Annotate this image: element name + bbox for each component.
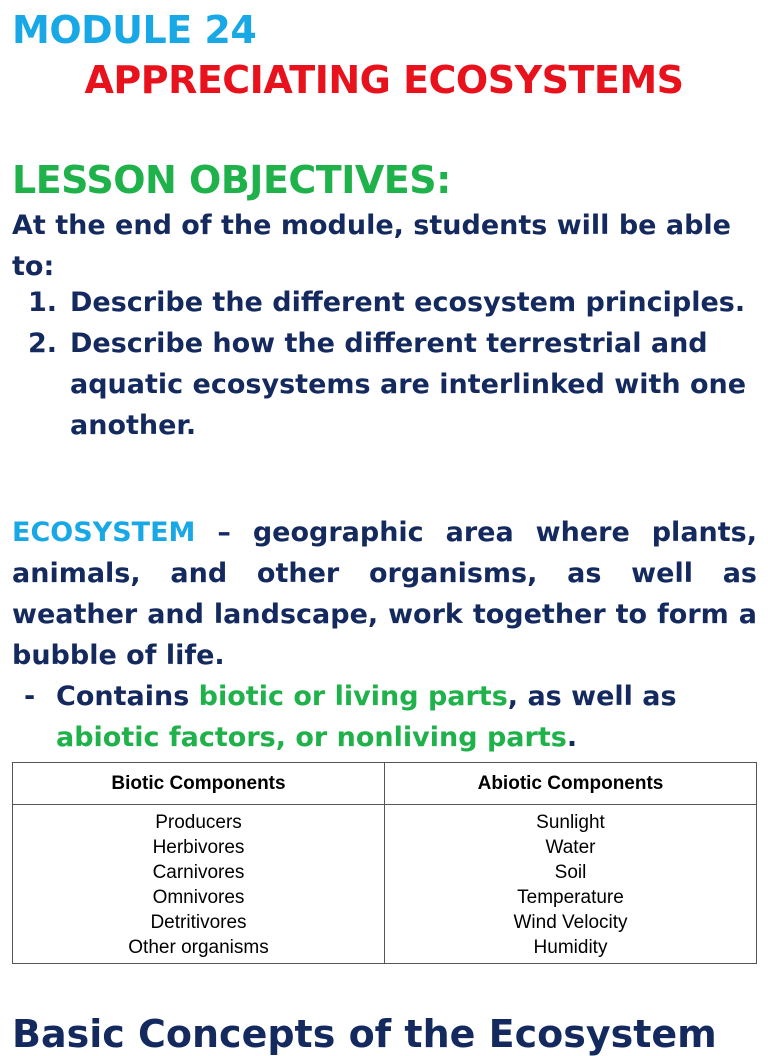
objective-item	[28, 323, 763, 446]
header-biotic: Biotic Components	[13, 763, 385, 805]
ecosystem-bullet	[24, 676, 764, 758]
next-section-heading: Basic Concepts of the Ecosystem	[12, 1012, 717, 1056]
ecosystem-term: ECOSYSTEM	[12, 517, 196, 548]
objective-text: Describe how the different terrestrial and aquatic ecosystems are interlinked with one another.	[70, 328, 747, 441]
abiotic-item: Soil	[554, 862, 587, 883]
biotic-item: Herbivores	[152, 837, 245, 858]
objective-number: 2.	[28, 328, 58, 359]
biotic-item: Producers	[155, 812, 242, 833]
bullet-text	[24, 676, 764, 758]
bullet-suffix: .	[566, 722, 578, 753]
module-title: APPRECIATING ECOSYSTEMS	[84, 58, 684, 102]
biotic-column	[13, 805, 385, 964]
objectives-list	[28, 282, 763, 446]
objective-number: 1.	[28, 287, 58, 318]
abiotic-item: Temperature	[517, 887, 624, 908]
abiotic-item: Humidity	[533, 937, 608, 958]
bullet-dash: -	[24, 681, 36, 712]
biotic-item: Omnivores	[152, 887, 245, 908]
abiotic-item: Water	[545, 837, 596, 858]
objective-text: Describe the different ecosystem principles.	[70, 287, 746, 318]
ecosystem-definition: – geographic area where plants, animals, and other organisms, as well as weather and landscape, work together to form a bubble of life.	[12, 517, 757, 671]
objective-item	[28, 282, 763, 323]
table-header-row	[13, 763, 757, 805]
table-row	[13, 805, 757, 964]
module-number: MODULE 24	[12, 8, 257, 52]
bullet-prefix: Contains	[56, 681, 199, 712]
biotic-item: Other organisms	[128, 937, 269, 958]
objectives-intro: At the end of the module, students will be able to:	[12, 210, 731, 282]
ecosystem-definition-paragraph	[12, 512, 757, 676]
components-table	[12, 762, 757, 964]
biotic-item: Carnivores	[152, 862, 245, 883]
abiotic-item: Sunlight	[536, 812, 605, 833]
abiotic-phrase: abiotic factors, or nonliving parts	[56, 722, 567, 753]
abiotic-item: Wind Velocity	[513, 912, 628, 933]
biotic-item: Detritivores	[150, 912, 247, 933]
abiotic-column	[385, 805, 757, 964]
bullet-middle: , as well as	[507, 681, 677, 712]
header-abiotic: Abiotic Components	[385, 763, 757, 805]
biotic-phrase: biotic or living parts	[198, 681, 508, 712]
objectives-heading: LESSON OBJECTIVES:	[12, 158, 451, 202]
